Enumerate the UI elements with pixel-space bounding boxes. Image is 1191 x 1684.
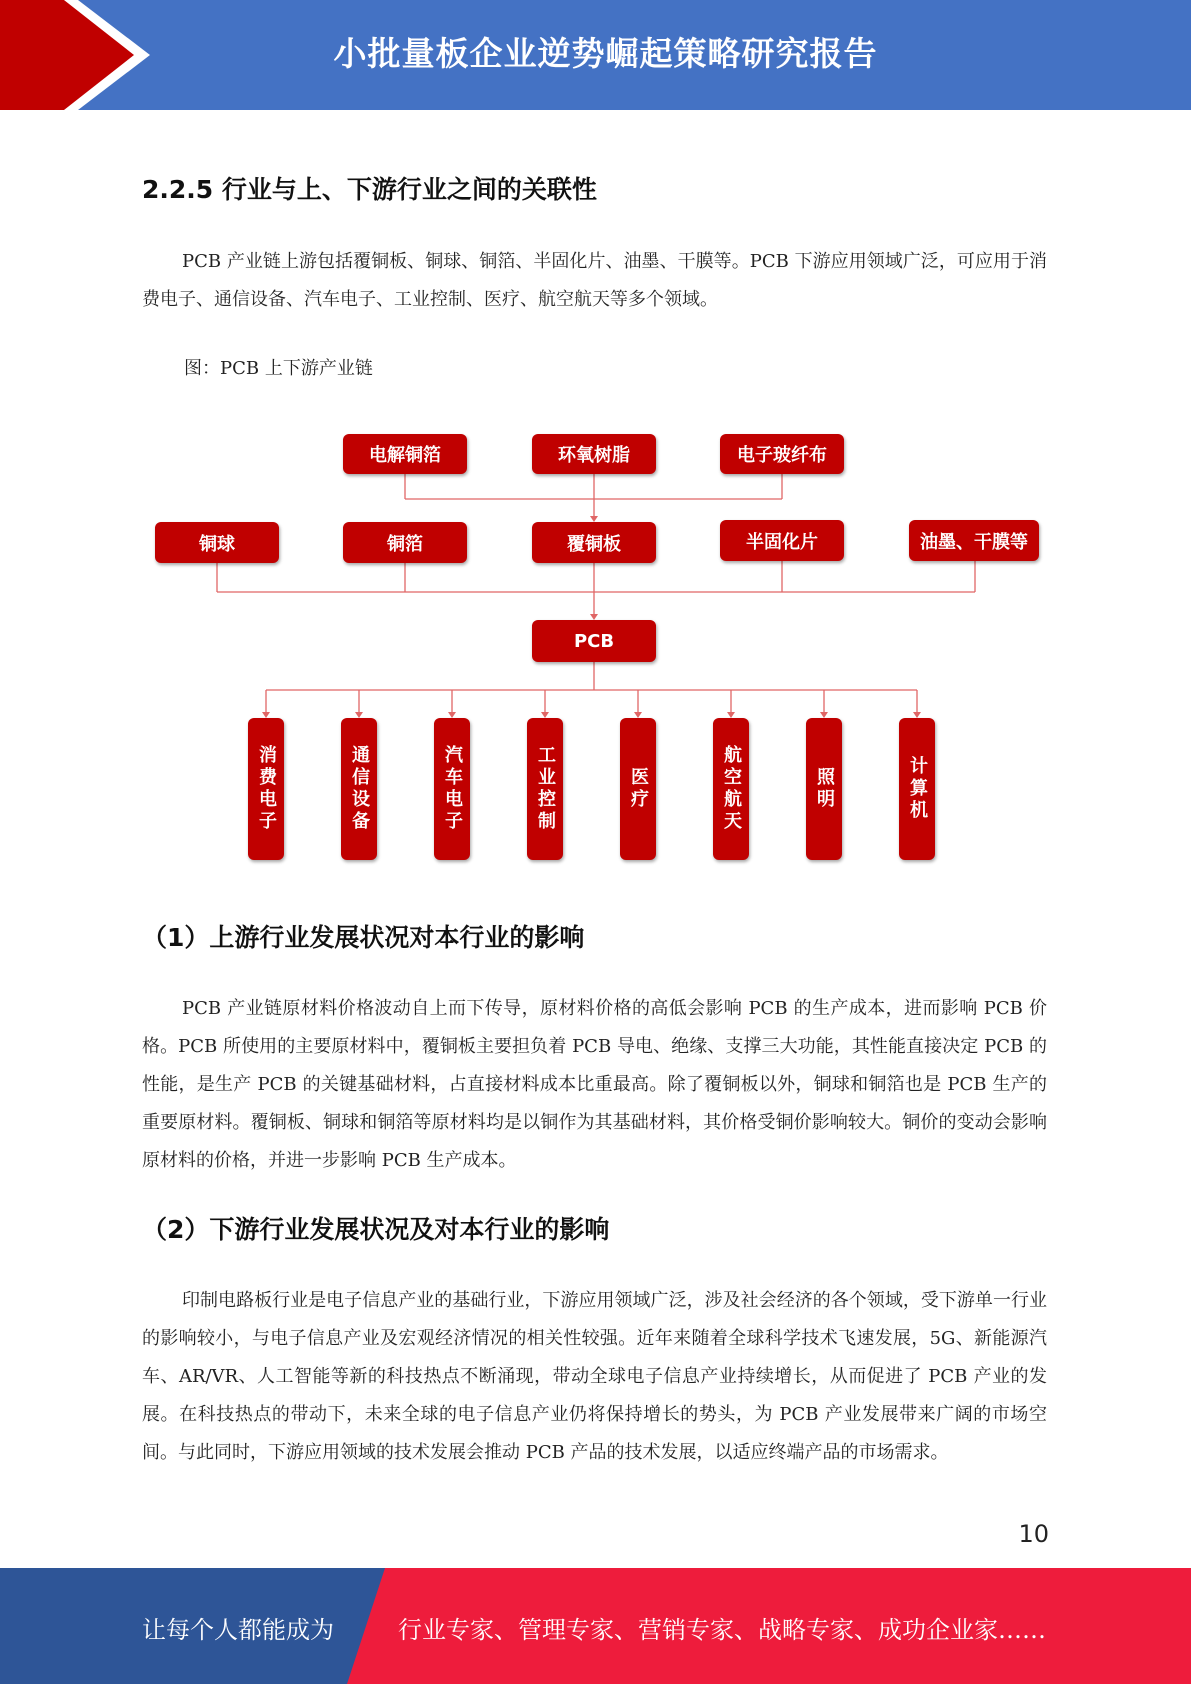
downstream-heading: （2）下游行业发展状况及对本行业的影响 <box>142 1215 610 1244</box>
node-electrolytic-copper-foil: 电解铜箔 <box>343 434 467 474</box>
downstream-paragraph: 印制电路板行业是电子信息产业的基础行业，下游应用领域广泛，涉及社会经济的各个领域，受下游单一行业的影响较小，与电子信息产业及宏观经济情况的相关性较强。近年来随着全球科学技术飞速发展，5G、新能源汽车、AR/VR、人工智能等新的科技热点不断涌现，带动全球电子信息产业持续增长，从而促进了 PCB 产业的发展。在科技热点的带动下，未来全球的电子信息产业仍将保持增长的势头，为 PCB 产业发展带来广阔的市场空间。与此同时，下游应用领域的技术发展会推动 PCB 产品的技术发展，以适应终端产品的市场需求。 <box>142 1290 1047 1463</box>
node-copper-clad-laminate: 覆铜板 <box>532 522 656 563</box>
pcb-supply-chain-diagram <box>0 420 1191 870</box>
node-copper-ball: 铜球 <box>155 522 279 563</box>
upstream-heading: （1）上游行业发展状况对本行业的影响 <box>142 923 585 952</box>
node-lighting: 照明 <box>806 718 842 860</box>
node-prepreg: 半固化片 <box>720 520 844 561</box>
node-computer: 计算机 <box>899 718 935 860</box>
footer-slogan-right: 行业专家、管理专家、营销专家、战略专家、成功企业家…… <box>398 1616 1046 1644</box>
intro-paragraph: PCB 产业链上游包括覆铜板、铜球、铜箔、半固化片、油墨、干膜等。PCB 下游应用领域广泛，可应用于消费电子、通信设备、汽车电子、工业控制、医疗、航空航天等多个领域。 <box>142 251 1047 310</box>
node-glass-fiber-cloth: 电子玻纤布 <box>720 434 844 474</box>
node-ink-dry-film: 油墨、干膜等 <box>909 520 1039 561</box>
section-heading: 2.2.5 行业与上、下游行业之间的关联性 <box>142 175 597 204</box>
node-industrial-control: 工业控制 <box>527 718 563 860</box>
page-number: 10 <box>1018 1520 1049 1548</box>
node-aerospace: 航空航天 <box>713 718 749 860</box>
page-footer <box>0 1568 1191 1684</box>
node-medical: 医疗 <box>620 718 656 860</box>
upstream-paragraph: PCB 产业链原材料价格波动自上而下传导，原材料价格的高低会影响 PCB 的生产成本，进而影响 PCB 价格。PCB 所使用的主要原材料中，覆铜板主要担负着 PCB 导电、绝缘、支撑三大功能，其性能直接决定 PCB 的性能，是生产 PCB 的关键基础材料，占直接材料成本比重最高。除了覆铜板以外，铜球和铜箔也是 PCB 生产的重要原材料。覆铜板、铜球和铜箔等原材料均是以铜作为其基础材料，其价格受铜价影响较大。铜价的变动会影响原材料的价格，并进一步影响 PCB 生产成本。 <box>142 998 1047 1171</box>
node-automotive-electronics: 汽车电子 <box>434 718 470 860</box>
footer-slogan-left: 让每个人都能成为 <box>142 1616 334 1644</box>
node-communication-equipment: 通信设备 <box>341 718 377 860</box>
node-copper-foil: 铜箔 <box>343 522 467 563</box>
node-pcb: PCB <box>532 620 656 662</box>
figure-caption: 图：PCB 上下游产业链 <box>184 358 373 379</box>
node-epoxy-resin: 环氧树脂 <box>532 434 656 474</box>
report-title: 小批量板企业逆势崛起策略研究报告 <box>333 34 878 73</box>
page-header <box>0 0 1191 110</box>
node-consumer-electronics: 消费电子 <box>248 718 284 860</box>
